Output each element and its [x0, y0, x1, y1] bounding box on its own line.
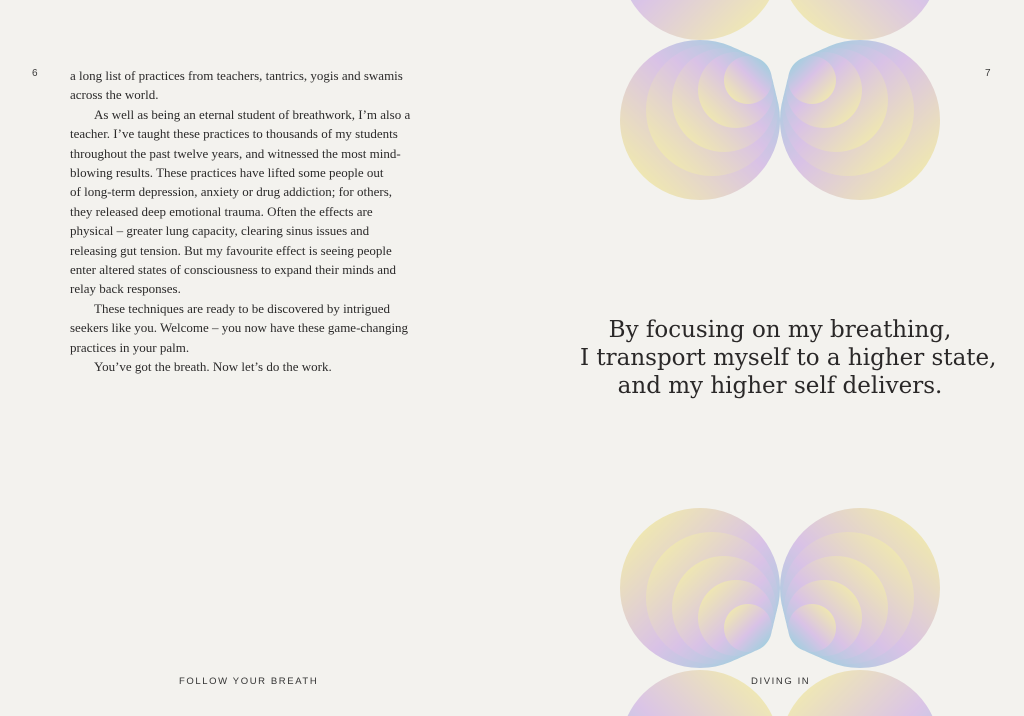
pull-quote	[580, 316, 997, 400]
paragraph	[70, 357, 420, 376]
right-lobe	[780, 40, 940, 200]
text-line: seekers like you. Welcome – you now have these game-changing	[70, 320, 409, 336]
running-footer-left: FOLLOW YOUR BREATH	[179, 676, 319, 687]
text-line: blowing results. These practices have lifted some people out	[70, 165, 384, 181]
left-lobe	[620, 508, 780, 668]
left-lobe	[620, 40, 780, 200]
text-line: a long list of practices from teachers, tantrics, yogis and swamis	[70, 68, 403, 83]
text-line: practices in your palm.	[70, 339, 190, 355]
text-line: As well as being an eternal student of breathwork, I’m also a	[94, 106, 411, 122]
body-text	[70, 66, 420, 377]
text-line: releasing gut tension. But my favourite effect is seeing people	[70, 242, 392, 258]
paragraph	[70, 299, 420, 357]
quote-line: By focusing on my breathing,	[608, 317, 952, 343]
text-line: across the world.	[70, 87, 159, 103]
page-number-left: 6	[32, 68, 38, 79]
text-line: relay back responses.	[70, 281, 181, 297]
quote-line: I transport myself to a higher state,	[580, 345, 997, 371]
text-line: enter altered states of consciousness to expand their minds and	[70, 262, 396, 278]
quote-line: and my higher self delivers.	[617, 373, 943, 399]
text-line: You’ve got the breath. Now let’s do the work.	[94, 359, 332, 375]
right-lobe	[780, 508, 940, 668]
paragraph	[70, 66, 420, 105]
text-line: of long-term depression, anxiety or drug addiction; for others,	[70, 184, 393, 200]
upper-lobes	[620, 0, 940, 40]
paragraph	[70, 105, 420, 299]
text-line: teacher. I’ve taught these practices to thousands of my students	[70, 126, 398, 142]
page-number-right: 7	[985, 68, 991, 79]
text-line: throughout the past twelve years, and witnessed the most mind-	[70, 145, 401, 161]
text-line: they released deep emotional trauma. Often the effects are	[70, 203, 373, 219]
running-footer-right: DIVING IN	[751, 676, 811, 687]
gradient-circles-art-top	[600, 0, 960, 210]
text-line: These techniques are ready to be discovered by intrigued	[94, 300, 390, 316]
text-line: physical – greater lung capacity, clearing sinus issues and	[70, 223, 370, 239]
